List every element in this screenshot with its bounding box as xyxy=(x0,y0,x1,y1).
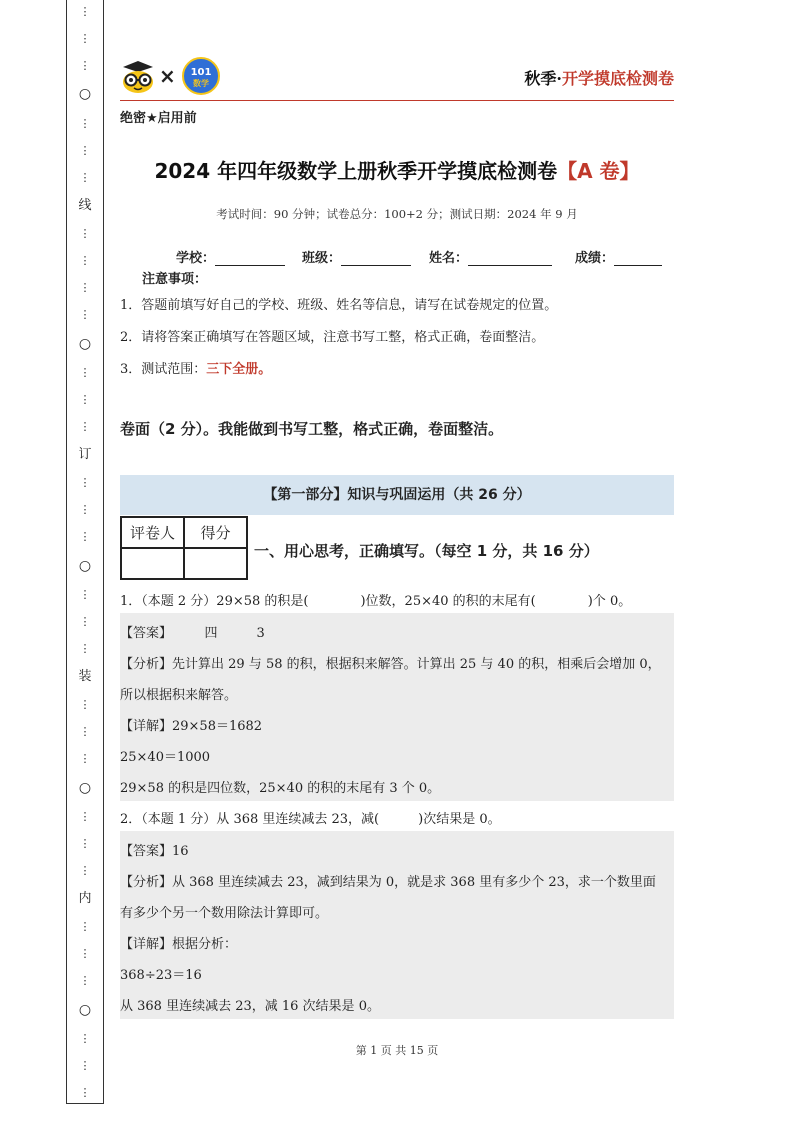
binding-dots: ⋮ xyxy=(79,809,91,823)
binding-dots: ⋮ xyxy=(79,503,91,517)
solution-line: 【详解】29×58＝1682 xyxy=(120,719,263,734)
binding-dots: ⋮ xyxy=(79,281,91,295)
binding-track xyxy=(67,6,103,1098)
binding-char: 线 xyxy=(78,197,92,213)
score-field[interactable] xyxy=(575,247,662,266)
binding-dots: ⋮ xyxy=(79,725,91,739)
logo-101-sub: 数学 xyxy=(193,79,209,88)
class-field[interactable] xyxy=(302,247,411,266)
part-one-banner: 【第一部分】知识与巩固运用（共 26 分） xyxy=(120,475,674,515)
page-title xyxy=(120,155,674,184)
answer-block-2 xyxy=(120,831,674,1019)
analysis-line: 【分析】先计算出 29 与 58 的积，根据积来解答。计算出 25 与 40 的积，相乘后会增加 0， xyxy=(120,657,661,672)
score-cell[interactable] xyxy=(184,548,247,579)
solution-line: 【详解】根据分析： xyxy=(120,937,238,952)
binding-dots: ⋮ xyxy=(79,614,91,628)
binding-hole-icon: ○ xyxy=(78,335,92,352)
binding-hole-icon: ○ xyxy=(78,557,92,574)
analysis-line: 【分析】从 368 里连续减去 23，减到结果为 0，就是求 368 里有多少个 23，求一个数里面 xyxy=(120,875,656,890)
binding-dots: ⋮ xyxy=(79,308,91,322)
question-2: 2．（本题 1 分）从 368 里连续减去 23，减( )次结果是 0。 xyxy=(120,812,501,827)
answer-line: 【答案】 四 3 xyxy=(120,626,265,641)
binding-dots: ⋮ xyxy=(79,59,91,73)
notice-item-3 xyxy=(120,358,271,377)
school-label: 学校： xyxy=(176,251,216,266)
page-header xyxy=(120,56,674,101)
analysis-line: 所以根据积来解答。 xyxy=(120,688,238,703)
name-blank[interactable] xyxy=(468,251,552,266)
binding-hole-icon: ○ xyxy=(78,779,92,796)
header-season: 秋季· xyxy=(524,69,562,88)
binding-dots: ⋮ xyxy=(79,5,91,18)
math101-logo-icon xyxy=(181,56,221,96)
test-scope: 三下全册。 xyxy=(206,362,272,377)
binding-hole-icon: ○ xyxy=(78,86,92,103)
solution-line: 从 368 里连续减去 23，减 16 次结果是 0。 xyxy=(120,999,380,1014)
binding-dots: ⋮ xyxy=(79,419,91,433)
binding-dots: ⋮ xyxy=(79,143,91,157)
notice-item-1: 1．答题前填写好自己的学校、班级、姓名等信息，请写在试卷规定的位置。 xyxy=(120,298,558,313)
title-main: 2024 年四年级数学上册秋季开学摸底检测卷 xyxy=(154,159,558,183)
analysis-line: 有多少个另一个数用除法计算即可。 xyxy=(120,906,329,921)
binding-dots: ⋮ xyxy=(79,170,91,184)
binding-dots: ⋮ xyxy=(79,476,91,490)
binding-hole-icon: ○ xyxy=(78,1001,92,1018)
name-field[interactable] xyxy=(429,247,552,266)
page-footer: 第 1 页 共 15 页 xyxy=(355,1044,439,1057)
class-blank[interactable] xyxy=(341,251,411,266)
binding-dots: ⋮ xyxy=(79,947,91,961)
answer-line: 【答案】16 xyxy=(120,844,189,859)
binding-dots: ⋮ xyxy=(79,974,91,988)
solution-line: 25×40＝1000 xyxy=(120,750,211,765)
grader-header: 评卷人 xyxy=(121,517,184,548)
header-exam-name: 开学摸底检测卷 xyxy=(561,69,674,88)
binding-dots: ⋮ xyxy=(79,116,91,130)
grader-cell[interactable] xyxy=(121,548,184,579)
binding-char: 订 xyxy=(78,447,92,462)
question-1: 1．（本题 2 分）29×58 的积是( )位数，25×40 的积的末尾有( )个 0。 xyxy=(120,594,632,609)
binding-margin xyxy=(66,0,104,1104)
binding-dots: ⋮ xyxy=(79,587,91,601)
binding-dots: ⋮ xyxy=(79,641,91,655)
answer-block-1 xyxy=(120,613,674,801)
logo-101-text: 101 xyxy=(190,67,212,78)
binding-dots: ⋮ xyxy=(79,1058,91,1072)
score-label: 成绩： xyxy=(575,251,615,266)
binding-char: 内 xyxy=(78,891,92,906)
binding-dots: ⋮ xyxy=(79,392,91,406)
title-version: 【A 卷】 xyxy=(557,159,640,183)
school-blank[interactable] xyxy=(215,251,285,266)
binding-dots: ⋮ xyxy=(79,1085,91,1099)
binding-dots: ⋮ xyxy=(79,32,91,46)
class-label: 班级： xyxy=(302,251,342,266)
binding-dots: ⋮ xyxy=(79,227,91,240)
binding-char: 装 xyxy=(78,669,92,684)
binding-dots: ⋮ xyxy=(79,254,91,268)
solution-line: 29×58 的积是四位数，25×40 的积的末尾有 3 个 0。 xyxy=(120,781,441,796)
binding-dots: ⋮ xyxy=(79,698,91,712)
times-sign: × xyxy=(159,64,176,88)
notice-heading: 注意事项： xyxy=(142,272,208,287)
grader-score-table xyxy=(120,516,248,580)
binding-dots: ⋮ xyxy=(79,1031,91,1045)
section-one-title: 一、用心思考，正确填写。（每空 1 分，共 16 分） xyxy=(254,542,599,560)
notice-item-3-prefix: 3．测试范围： xyxy=(120,362,207,377)
confidential-label: 绝密★启用前 xyxy=(120,111,197,126)
exam-info: 考试时间：90 分钟；试卷总分：100+2 分；测试日期：2024 年 9 月 xyxy=(216,207,578,221)
binding-dots: ⋮ xyxy=(79,365,91,379)
score-blank[interactable] xyxy=(614,251,662,266)
owl-logo-icon xyxy=(120,58,156,94)
header-series-title xyxy=(524,66,674,89)
binding-dots: ⋮ xyxy=(79,752,91,766)
score-header: 得分 xyxy=(184,517,247,548)
binding-dots: ⋮ xyxy=(79,920,91,934)
solution-line: 368÷23＝16 xyxy=(120,968,202,983)
binding-dots: ⋮ xyxy=(79,863,91,877)
binding-dots: ⋮ xyxy=(79,836,91,850)
school-field[interactable] xyxy=(176,247,285,266)
name-label: 姓名： xyxy=(429,251,469,266)
binding-dots: ⋮ xyxy=(79,530,91,544)
notice-item-2: 2．请将答案正确填写在答题区域，注意书写工整，格式正确，卷面整洁。 xyxy=(120,330,545,345)
neatness-statement: 卷面（2 分）。我能做到书写工整，格式正确，卷面整洁。 xyxy=(120,420,504,438)
